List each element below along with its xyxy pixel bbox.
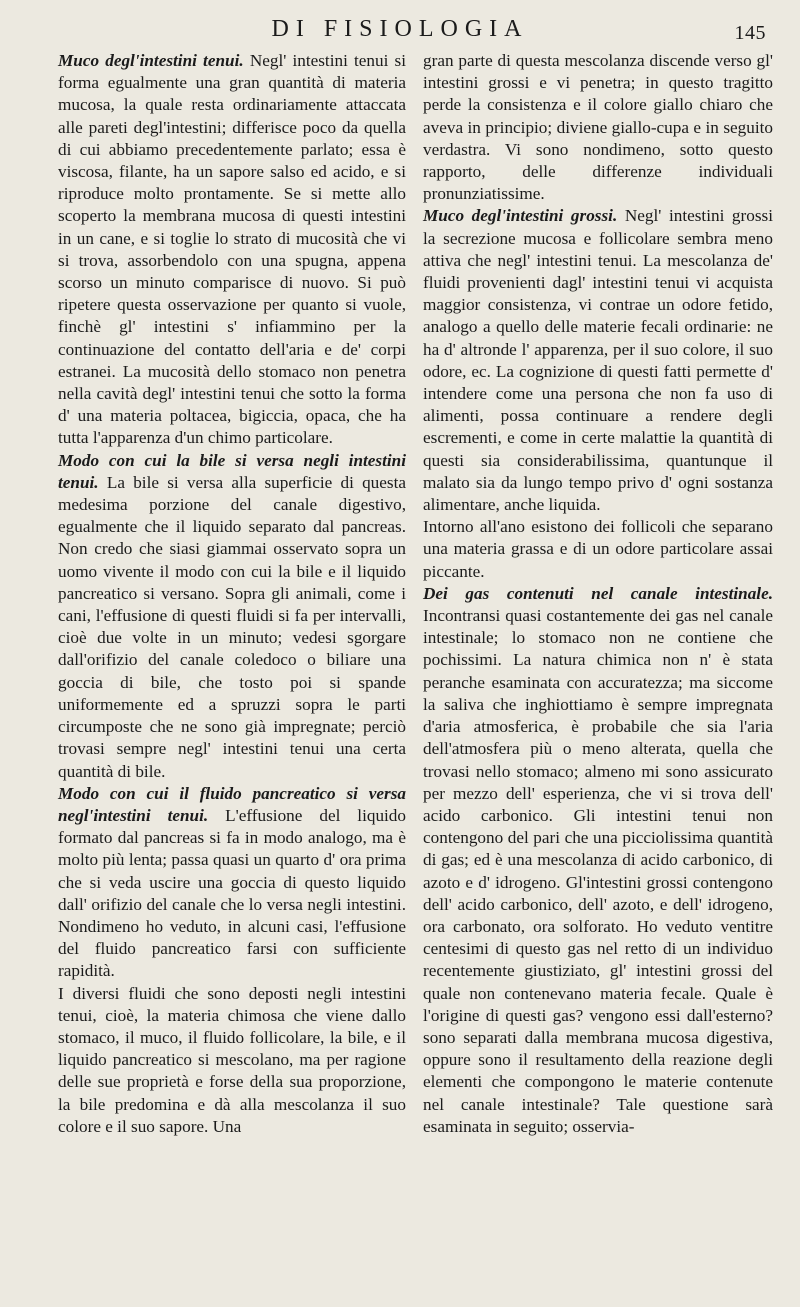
paragraph-text: Intorno all'ano esistono dei follicoli che separano una materia grassa e di un odore particolare assai piccante. <box>423 517 773 581</box>
section-heading: Muco degl'intestini tenui. <box>58 51 244 70</box>
page-number: 145 <box>734 22 766 44</box>
section-heading: Modo con cui il fluido pancreatico si versa negl'intestini tenui. <box>58 783 406 825</box>
section-heading: Dei gas contenuti nel canale intestinale. <box>423 583 773 603</box>
paragraph-text: Negl' intestini tenui si forma egualmente una gran quantità di materia mucosa, la quale resta ordinariamente attaccata alle pareti degl'intestini; differisce poco da quella di cui abbiamo precedentemente parlato; essa è viscosa, filante, ha un sapore salso ed acido, e si riproduce molto prontamente. Se si mette allo scoperto la membrana mucosa di questi intestini in un cane, e si toglie lo strato di mucosità che vi si trova, assorbendolo con una spugna, appena scorso un minuto comparisce di nuovo. Si può ripetere questa osservazione per quanto si vuole, finchè gl' intestini s' infiammino per la continuazione del contatto dell'aria e de' corpi estranei. La mucosità dello stomaco non penetra nella cavità degl' intestini tenui che sotto la forma d' una materia poltacea, bigiccia, opaca, che ha tutta l'apparenza d'un chimo particolare. <box>58 51 406 448</box>
right-text-column <box>423 50 773 1138</box>
paragraph-anal-follicles <box>423 516 773 583</box>
paragraph-small-intestine-mucus <box>58 50 406 450</box>
paragraph-fluid-mixture <box>58 983 406 1138</box>
paragraph-bile-flow <box>58 450 406 783</box>
paragraph-text: Incontransi quasi costantemente dei gas nel canale intestinale; lo stomaco non ne contiene che pochissimi. La natura chimica non n' è stata peranche esaminata con accuratezza; ma siccome la saliva che inghiottiamo è sempre impregnata d'aria atmosferica, è probabile che sia l'aria dell'atmosfera più o meno alterata, quella che trovasi nello stomaco; almeno mi sono assicurato per mezzo dell' esperienza, che vi si trova dell' acido carbonico. Gli intestini tenui non contengono del pari che una picciolissima quantità di gas; ed è una mescolanza di acido carbonico, di azoto e d' idrogeno. Gl'intestini grossi contengono dell' acido carbonico, dell' azoto, e dell' idrogeno, ora carbonato, ora solforato. Ho veduto ventitre centesimi di questo gas nel retto di un individuo recentemente giustiziato, gl' intestini grossi del quale non contenevano materia fecale. Quale è l'origine di questi gas? vengono essi dall'esterno? sono separati dalla membrana mucosa digestiva, oppure sono il resultamento della reazione degli elementi che compongono le materie contenute nel canale intestinale? Tale questione sarà esaminata in seguito; osservia- <box>423 606 773 1136</box>
paragraph-mixture-continued <box>423 50 773 205</box>
paragraph-intestinal-gases <box>423 583 773 1138</box>
paragraph-text: L'effusione del liquido formato dal pancreas si fa in modo analogo, ma è molto più lenta; passa quasi un quarto d' ora prima che si veda uscire una goccia di questo liquido dall' orifizio del canale che lo versa negli intestini. Nondimeno ho veduto, in alcuni casi, l'effusione del fluido pancreatico farsi con sufficiente rapidità. <box>58 805 406 981</box>
left-text-column <box>58 50 406 1138</box>
paragraph-pancreatic-fluid <box>58 783 406 983</box>
paragraph-text: Negl' intestini grossi la secrezione mucosa e follicolare sembra meno attiva che negl' intestini tenui. La mescolanza de' fluidi provenienti dagl' intestini tenui vi acquista maggior consistenza, vi contrae un odore fetido, analogo a quello delle materie fecali ordinarie: ne ha d' altronde l' apparenza, per il suo colore, il suo odore, ec. La cognizione di questi fatti permette d' intendere come una persona che non fa uso di alimenti, possa continuare a rendere degli escrementi, e come in certe malattie la quantità di questi sia considerabilissima, quantunque il malato sia da lungo tempo privo d' ogni sostanza alimentare, anche liquida. <box>423 206 773 515</box>
running-title: DI FISIOLOGIA <box>271 16 529 42</box>
paragraph-text: gran parte di questa mescolanza discende verso gl' intestini grossi e vi penetra; in questo tragitto perde la consistenza e il colore giallo chiaro che aveva in principio; diviene giallo-cupa e in seguito verdastra. Vi sono nondimeno, sotto questo rapporto, delle differenze individuali pronunziatissime. <box>423 51 773 204</box>
paragraph-text: La bile si versa alla superficie di questa medesima porzione del canale digestivo, egualmente che il liquido separato dal pancreas. Non credo che siasi giammai osservato sopra un uomo vivente il modo con cui la bile e il liquido pancreatico si versano. Sopra gli animali, come i cani, l'effusione di questi fluidi si fa per intervalli, cioè due volte in un minuto; vedesi sgorgare dall'orifizio del canale coledoco o biliare una goccia di bile, che tosto poi si spande uniformemente ed a spruzzi sopra le parti circumposte che ne sono già impregnate; perciò trovasi sempre negl' intestini tenui una certa quantità di bile. <box>58 472 406 781</box>
paragraph-large-intestine-mucus <box>423 205 773 516</box>
column-gutter <box>407 50 408 1290</box>
paragraph-text: I diversi fluidi che sono deposti negli intestini tenui, cioè, la materia chimosa che viene dallo stomaco, il muco, il fluido follicolare, la bile, e il liquido pancreatico si mescolano, ma per ragione delle sue proprietà e forse della sua proporzione, la bile predomina e dà alla mescolanza il suo colore e il suo sapore. Una <box>58 983 406 1136</box>
section-heading: Muco degl'intestini grossi. <box>423 206 618 226</box>
section-heading: Modo con cui la bile si versa negli intestini tenui. <box>58 450 406 492</box>
page-header <box>0 12 800 52</box>
